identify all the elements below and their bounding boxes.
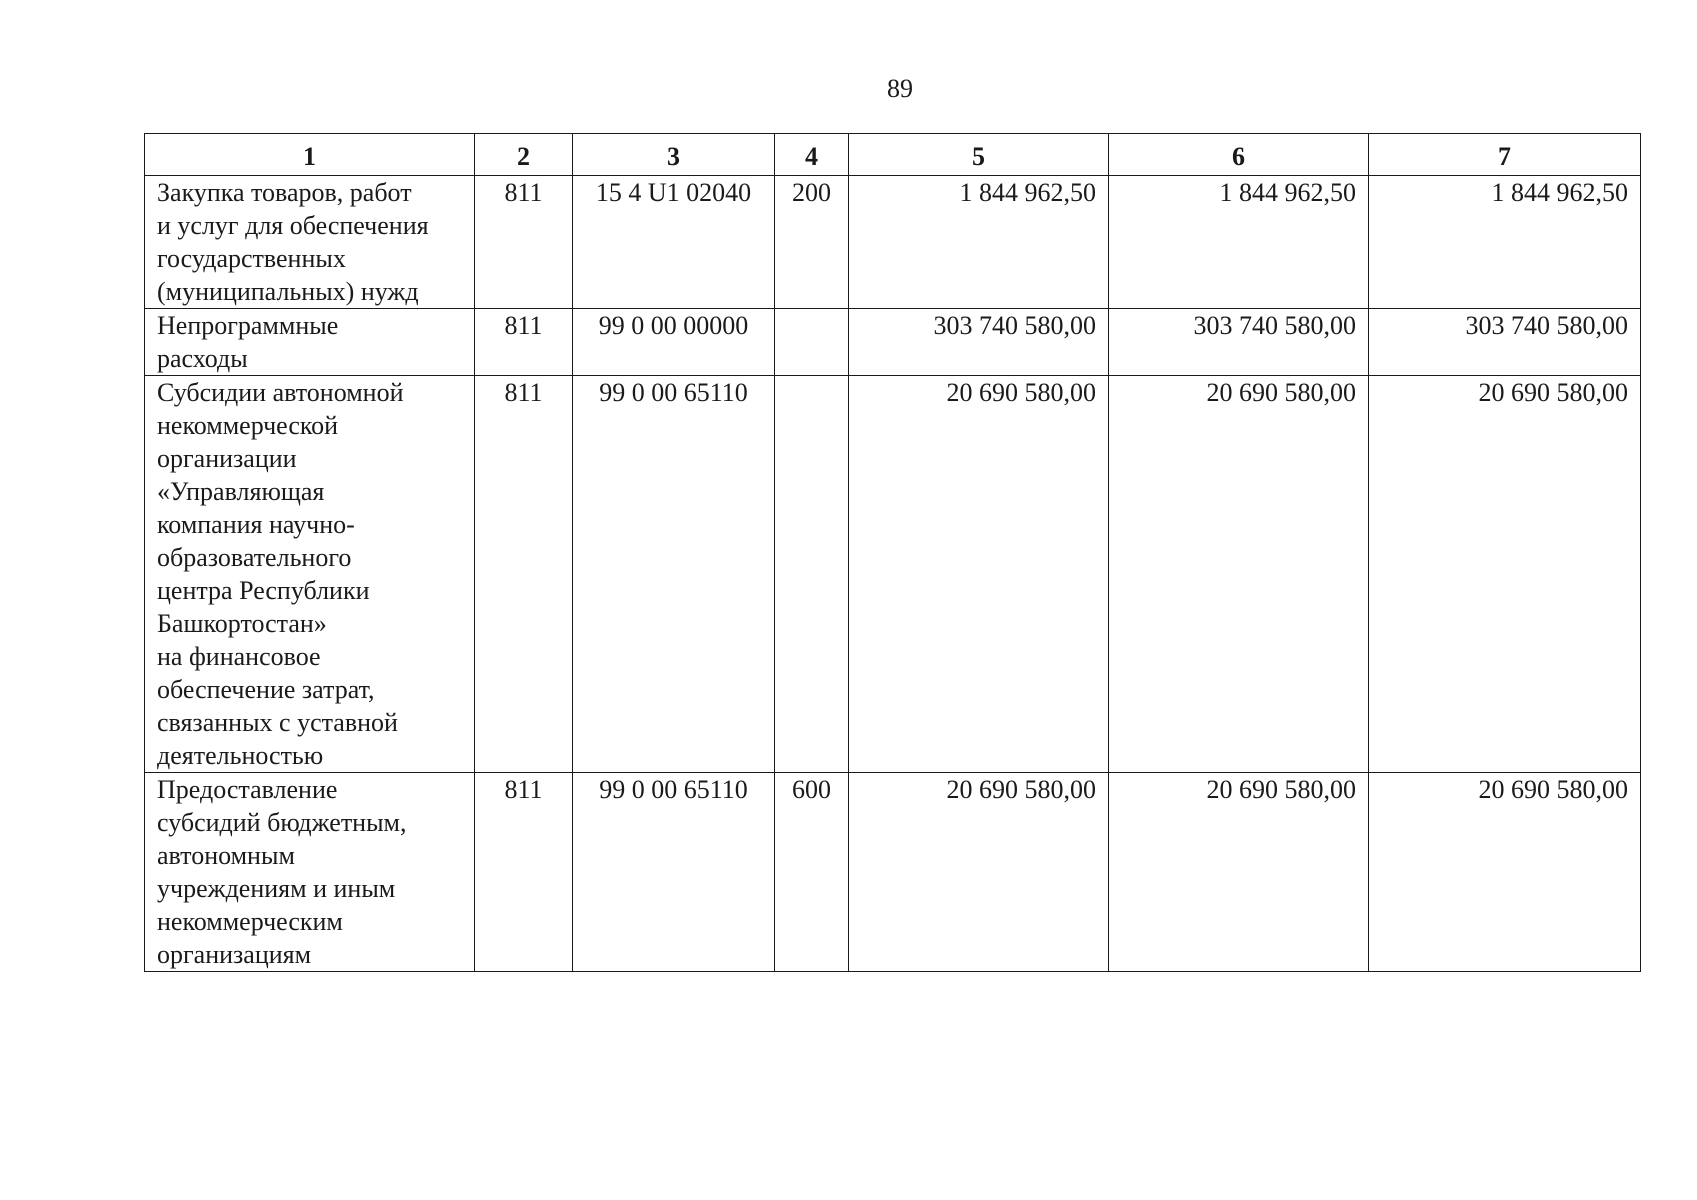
- column-header-2: 2: [475, 134, 573, 176]
- expense-name-line: и услуг для обеспечения: [157, 211, 429, 240]
- expense-name-line: субсидий бюджетным,: [157, 808, 407, 837]
- expense-type-cell: 200: [775, 176, 849, 309]
- target-code-cell: 99 0 00 65110: [573, 773, 775, 972]
- amount-cell-5: 20 690 580,00: [849, 376, 1109, 773]
- amount-cell-7: 303 740 580,00: [1369, 309, 1641, 376]
- expense-name-line: Предоставление: [157, 775, 338, 804]
- header-row: [145, 134, 1641, 176]
- expense-name-line: образовательного: [157, 543, 352, 572]
- column-header-4: 4: [775, 134, 849, 176]
- amount-cell-5: 20 690 580,00: [849, 773, 1109, 972]
- table-row: [145, 176, 1641, 309]
- expense-name-line: Непрограммные: [157, 311, 339, 340]
- expense-name-cell: [145, 309, 475, 376]
- amount-cell-6: 20 690 580,00: [1109, 773, 1369, 972]
- column-header-1: 1: [145, 134, 475, 176]
- amount-cell-6: 20 690 580,00: [1109, 376, 1369, 773]
- target-code-cell: 99 0 00 65110: [573, 376, 775, 773]
- expense-name-line: расходы: [157, 344, 248, 373]
- expense-type-cell: [775, 376, 849, 773]
- budget-table: [144, 133, 1641, 972]
- expense-name-line: государственных: [157, 244, 346, 273]
- amount-cell-6: 303 740 580,00: [1109, 309, 1369, 376]
- expense-name-line: связанных с уставной: [157, 708, 398, 737]
- expense-type-cell: [775, 309, 849, 376]
- expense-name-line: Башкортостан»: [157, 609, 327, 638]
- expense-name-line: учреждениям и иным: [157, 874, 396, 903]
- amount-cell-5: 1 844 962,50: [849, 176, 1109, 309]
- expense-name-line: некоммерческой: [157, 411, 339, 440]
- amount-cell-6: 1 844 962,50: [1109, 176, 1369, 309]
- ministry-code-cell: 811: [475, 176, 573, 309]
- expense-name-cell: [145, 773, 475, 972]
- expense-name-line: Закупка товаров, работ: [157, 178, 412, 207]
- expense-name-line: (муниципальных) нужд: [157, 277, 419, 306]
- column-header-5: 5: [849, 134, 1109, 176]
- expense-name-line: автономным: [157, 841, 295, 870]
- expense-name-cell: [145, 176, 475, 309]
- amount-cell-7: 20 690 580,00: [1369, 773, 1641, 972]
- table-row: [145, 773, 1641, 972]
- table-row: [145, 376, 1641, 773]
- expense-type-cell: 600: [775, 773, 849, 972]
- expense-name-line: на финансовое: [157, 642, 321, 671]
- target-code-cell: 99 0 00 00000: [573, 309, 775, 376]
- table-body: [145, 176, 1641, 972]
- expense-name-line: «Управляющая: [157, 477, 325, 506]
- target-code-cell: 15 4 U1 02040: [573, 176, 775, 309]
- ministry-code-cell: 811: [475, 376, 573, 773]
- expense-name-line: Субсидии автономной: [157, 378, 404, 407]
- expense-name-line: организации: [157, 444, 297, 473]
- expense-name-line: центра Республики: [157, 576, 370, 605]
- amount-cell-7: 1 844 962,50: [1369, 176, 1641, 309]
- amount-cell-5: 303 740 580,00: [849, 309, 1109, 376]
- column-header-7: 7: [1369, 134, 1641, 176]
- table-row: [145, 309, 1641, 376]
- column-header-6: 6: [1109, 134, 1369, 176]
- ministry-code-cell: 811: [475, 309, 573, 376]
- table-header: [145, 134, 1641, 176]
- page-number: 89: [887, 74, 913, 103]
- expense-name-line: компания научно-: [157, 510, 355, 539]
- column-header-3: 3: [573, 134, 775, 176]
- amount-cell-7: 20 690 580,00: [1369, 376, 1641, 773]
- ministry-code-cell: 811: [475, 773, 573, 972]
- expense-name-line: обеспечение затрат,: [157, 675, 375, 704]
- expense-name-cell: [145, 376, 475, 773]
- expense-name-line: деятельностью: [157, 741, 324, 770]
- expense-name-line: некоммерческим: [157, 907, 343, 936]
- expense-name-line: организациям: [157, 940, 312, 969]
